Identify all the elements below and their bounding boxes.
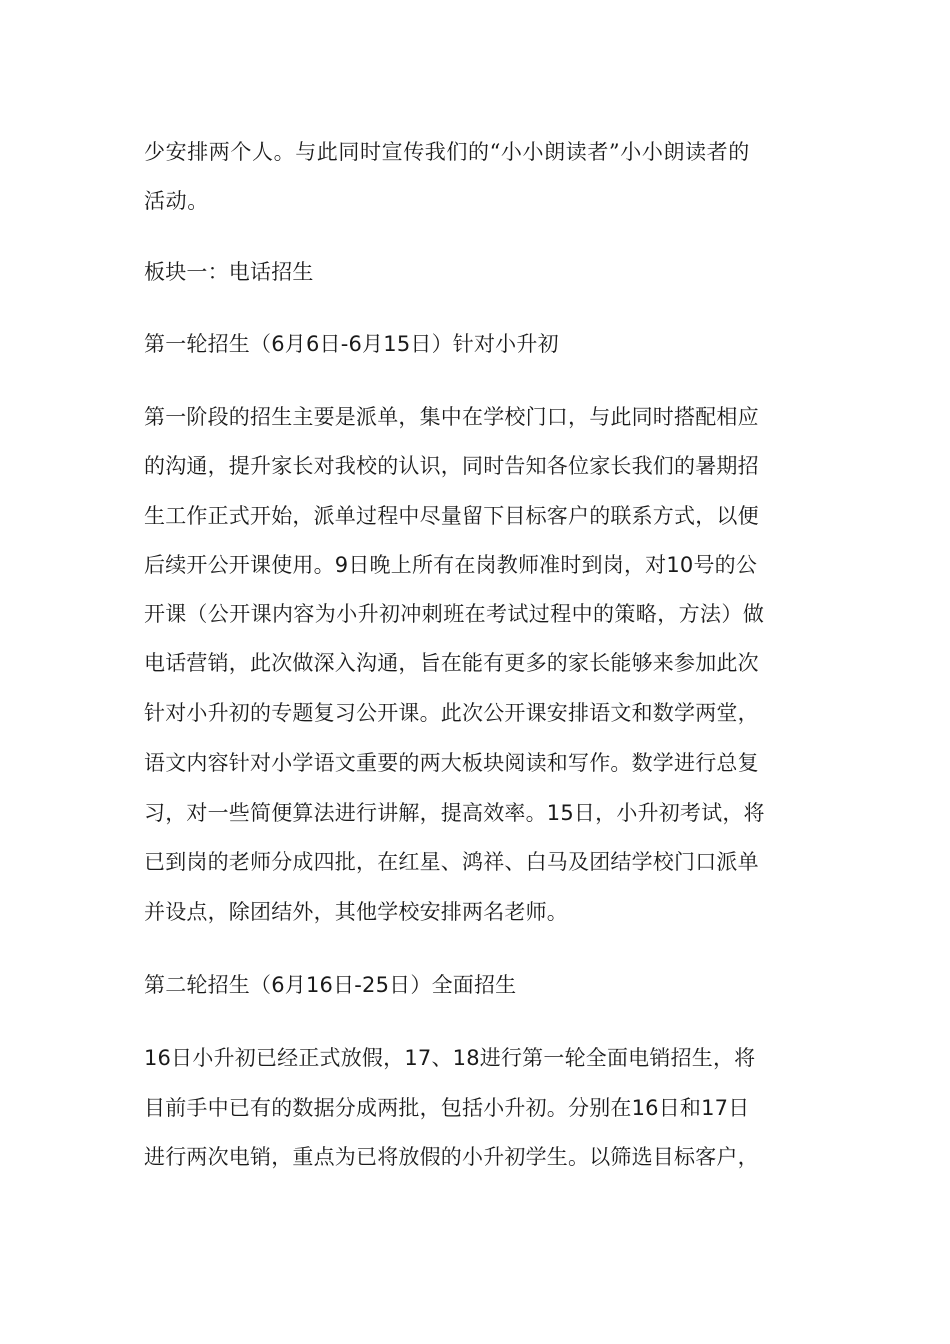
intro-line-1: 少安排两个人。与此同时宣传我们的“小小朗读者”小小朗读者的 — [144, 140, 750, 164]
round1-line-10: 已到岗的老师分成四批，在红星、鸿祥、白马及团结学校门口派单 — [144, 850, 759, 874]
round1-line-5-end: 做 — [742, 602, 765, 626]
round1-line-1: 第一阶段的招生主要是派单，集中在学校门口，与此同时搭配相应 — [144, 405, 759, 429]
round1-line-5 — [144, 600, 764, 628]
round1-line-2: 的沟通，提升家长对我校的认识，同时告知各位家长我们的暑期招 — [144, 454, 759, 478]
round1-line-8: 语文内容针对小学语文重要的两大板块阅读和写作。数学进行总复 — [144, 751, 759, 775]
round2-line-1: 16日小升初已经正式放假，17、18进行第一轮全面电销招生，将 — [144, 1046, 756, 1070]
round1-line-4: 后续开公开课使用。9日晚上所有在岗教师准时到岗，对10号的公 — [144, 553, 758, 577]
intro-line-2: 活动。 — [144, 189, 209, 213]
round1-line-3: 生工作正式开始，派单过程中尽量留下目标客户的联系方式，以便 — [144, 504, 759, 528]
round1-line-9: 习，对一些简便算法进行讲解，提高效率。15日，小升初考试，将 — [144, 801, 765, 825]
section-title: 板块一：电话招生 — [144, 260, 314, 284]
round1-line-6: 电话营销，此次做深入沟通，旨在能有更多的家长能够来参加此次 — [144, 651, 759, 675]
round2-heading: 第二轮招生（6月16日-25日）全面招生 — [144, 973, 517, 997]
round1-line-11: 并设点，除团结外，其他学校安排两名老师。 — [144, 900, 568, 924]
round2-line-3: 进行两次电销，重点为已将放假的小升初学生。以筛选目标客户， — [144, 1145, 759, 1169]
round2-line-2: 目前手中已有的数据分成两批，包括小升初。分别在16日和17日 — [144, 1096, 750, 1120]
round1-line-7: 针对小升初的专题复习公开课。此次公开课安排语文和数学两堂， — [144, 701, 759, 725]
round1-heading: 第一轮招生（6月6日-6月15日）针对小升初 — [144, 332, 559, 356]
round1-line-5-start: 开课 — [144, 602, 187, 626]
round1-line-5-note: （公开课内容为小升初冲刺班在考试过程中的策略，方法） — [186, 602, 743, 626]
